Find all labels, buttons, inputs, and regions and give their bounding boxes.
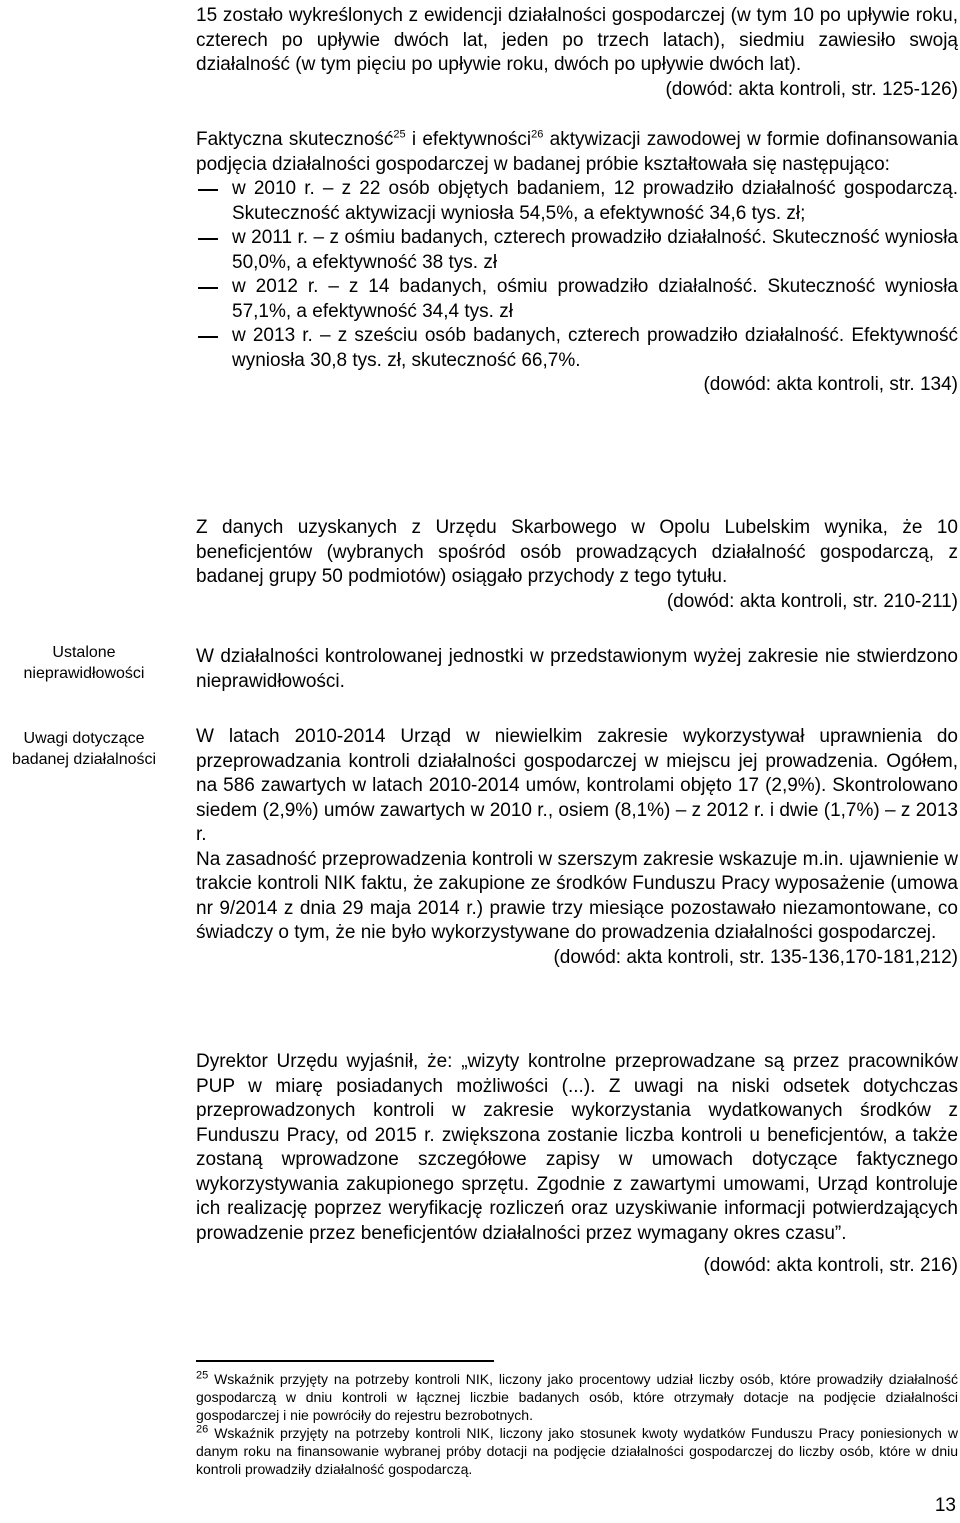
paragraph-text: Na zasadność przeprowadzenia kontroli w szerszym zakresie wskazuje m.in. ujawnienie w trakcie kontroli NIK faktu, że zakupione ze środków Funduszu Pracy wyposażenie (umowa nr 9/2014 z dnia 29 maja 2014 r.) prawie trzy miesiące pozostawało niezamontowane, co świadczy o tym, że nie było wykorzystywane do prowadzenia działalności gospodarczej.: [196, 848, 958, 943]
evidence-reference: (dowód: akta kontroli, str. 216): [703, 1255, 958, 1276]
footnote-26: $^{26}$ Wskaźnik przyjęty na potrzeby kontroli NIK, liczony jako stosunek kwoty wydatków Funduszu Pracy poniesionych w danym roku na finansowanie wybranej próby dotacji na podjęcie działalności gospodarczej do liczby osób, które w dniu kontroli prowadziły działalność gospodarczą.: [196, 1423, 958, 1477]
paragraph-text: Z danych uzyskanych z Urzędu Skarbowego w Opolu Lubelskim wynika, że 10 beneficjentów (wybranych spośród osób prowadzących działalność gospodarczą, z badanej grupy 50 podmiotów) osiągało przychody z tego tytułu.: [196, 517, 958, 587]
footnote-separator: [196, 1360, 494, 1362]
footnote-ref-25: 25: [393, 128, 406, 141]
dash-bullet: [198, 189, 218, 191]
paragraph-effectiveness: [196, 128, 958, 398]
paragraph-text: Faktyczna skuteczność$^{25}$ i efektywności$^{26}$ aktywizacji zawodowej w formie dofinansowania podjęcia działalności gospodarczej w badanej próbie kształtowała się następująco:: [196, 128, 958, 175]
paragraph-text: 15 zostało wykreślonych z ewidencji działalności gospodarczej (w tym 10 po upływie roku, czterech po upływie dwóch lat, jeden po trzech latach), siedmiu zawiesiło swoją działalność (w tym pięciu po upływie roku, dwóch po upływie dwóch lat).: [196, 5, 958, 75]
evidence-reference: (dowód: akta kontroli, str. 134): [703, 374, 958, 395]
footnote-25: $^{25}$ Wskaźnik przyjęty na potrzeby kontroli NIK, liczony jako procentowy udział liczby osób, które prowadziły działalność gospodarczą w dniu kontroli w łącznej liczbie badanych osób, które otrzymały dotacje na podjęcie działalności gospodarczej i nie powróciły do rejestru bezrobotnych.: [196, 1369, 958, 1423]
footnotes: [196, 1370, 958, 1478]
page-number: 13: [934, 1495, 956, 1516]
paragraph-text: W latach 2010-2014 Urząd w niewielkim zakresie wykorzystywał uprawnienia do przeprowadzania kontroli działalności gospodarczej w miejscu jej prowadzenia. Ogółem, na 586 zawartych w latach 2010-2014 umów, kontrolami objęto 17 (2,9%). Skontrolowano siedem (2,9%) umów zawartych w 2010 r., osiem (8,1%) – z 2012 r. i dwie (1,7%) – z 2013 r.: [196, 726, 958, 845]
dash-bullet: [198, 336, 218, 338]
sidebar-label-remarks: Uwagi dotyczące badanej działalności: [11, 730, 157, 768]
paragraph-text: Dyrektor Urzędu wyjaśnił, że: „wizyty kontrolne przeprowadzane są przez pracowników PUP w miarę posiadanych możliwości (...). Z uwagi na niski odsetek dotychczas przeprowadzonych kontroli w zakresie wykorzystania wydatkowanych środków z Funduszu Pracy, od 2015 r. zwiększona zostanie liczba kontroli u beneficjentów, a także zostaną wprowadzone szczegółowe zapisy w umowach dotyczące faktycznego wykorzystywania zakupionego sprzętu. Zgodnie z zawartymi umowami, Urząd kontroluje ich realizację poprzez weryfikację rozliczeń oraz uzyskiwanie informacji potwierdzających prowadzenie przez beneficjentów działalności przez wymagany okres czasu”.: [196, 1051, 958, 1244]
paragraph-director-explanation: [196, 1050, 958, 1279]
paragraph-deregistrations: [196, 4, 958, 102]
sidebar-label-findings: Ustalone nieprawidłowości: [23, 644, 145, 682]
dash-bullet: [198, 287, 218, 289]
list-item: w 2010 r. – z 22 osób objętych badaniem, 12 prowadziło działalność gospodarczą. Skuteczność aktywizacji wyniosła 54,5%, a efektywność 34,6 tys. zł;: [196, 177, 958, 226]
paragraph-tax-office: [196, 516, 958, 614]
footnote-ref-26: 26: [531, 128, 544, 141]
list-item: w 2011 r. – z ośmiu badanych, czterech prowadziło działalność. Skuteczność wyniosła 50,0%, a efektywność 38 tys. zł: [196, 226, 958, 275]
dash-bullet: [198, 238, 218, 240]
list-item: w 2012 r. – z 14 badanych, ośmiu prowadziło działalność. Skuteczność wyniosła 57,1%, a efektywność 34,4 tys. zł: [196, 275, 958, 324]
evidence-reference: (dowód: akta kontroli, str. 210-211): [666, 590, 958, 612]
evidence-reference: (dowód: akta kontroli, str. 125-126): [665, 78, 958, 100]
paragraph-no-irregularities: [196, 645, 958, 694]
paragraph-inspections: [196, 725, 958, 970]
paragraph-text: W działalności kontrolowanej jednostki w przedstawionym wyżej zakresie nie stwierdzono nieprawidłowości.: [196, 646, 958, 692]
evidence-reference: (dowód: akta kontroli, str. 135-136,170-181,212): [553, 946, 958, 968]
list-item: w 2013 r. – z sześciu osób badanych, czterech prowadziło działalność. Efektywność wyniosła 30,8 tys. zł, skuteczność 66,7%.: [196, 324, 958, 373]
